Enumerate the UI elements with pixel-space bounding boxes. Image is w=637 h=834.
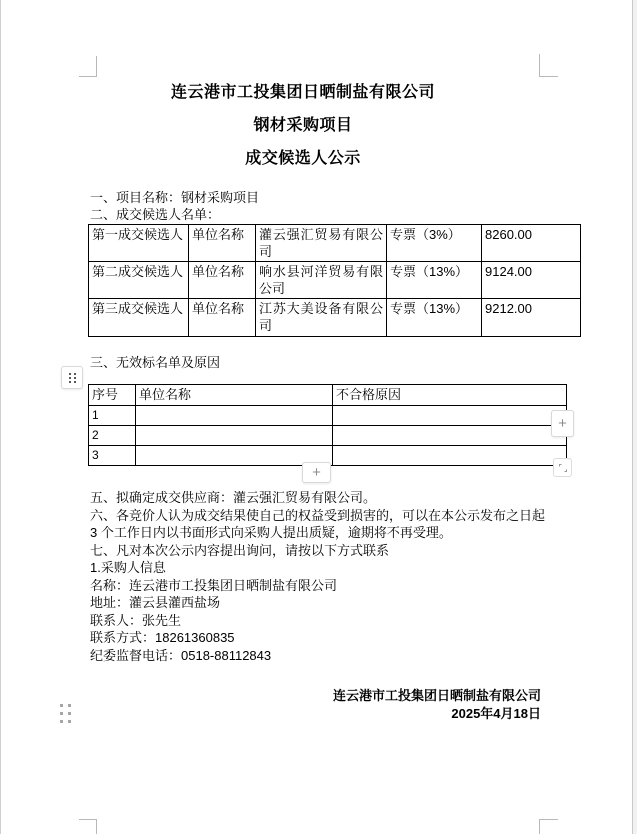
cell-reason[interactable] bbox=[333, 446, 567, 466]
grid-dots-icon bbox=[69, 373, 71, 375]
cell-company[interactable] bbox=[136, 406, 333, 426]
cell-reason[interactable] bbox=[333, 406, 567, 426]
candidates-row-1 bbox=[89, 225, 581, 262]
invalid-row-1 bbox=[89, 406, 567, 426]
margin-crop-mark-top-left-icon bbox=[79, 56, 97, 77]
section-inquiry: 七、凡对本次公示内容提出询问，请按以下方式联系 bbox=[90, 542, 390, 558]
cell-price[interactable]: 9212.00 bbox=[482, 299, 581, 337]
cell-rank[interactable]: 第二成交候选人 bbox=[89, 262, 189, 299]
cell-serial[interactable]: 3 bbox=[89, 446, 136, 466]
section-objection-line2: 3 个工作日内以书面形式向采购人提出质疑，逾期将不再受理。 bbox=[90, 525, 452, 540]
plus-icon: + bbox=[312, 464, 321, 481]
title-announcement: 成交候选人公示 bbox=[245, 150, 361, 167]
candidates-row-2 bbox=[89, 262, 581, 299]
cell-invoice[interactable]: 专票（3%） bbox=[387, 225, 482, 262]
cell-price[interactable]: 9124.00 bbox=[482, 262, 581, 299]
signature-date: 2025年4月18日 bbox=[451, 705, 541, 721]
cell-field-label[interactable]: 单位名称 bbox=[189, 299, 256, 337]
add-column-button[interactable] bbox=[551, 410, 574, 437]
cell-serial[interactable]: 2 bbox=[89, 426, 136, 446]
section-objection-line1: 六、各竞价人认为成交结果使自己的权益受到损害的，可以在本公示发布之日起 bbox=[90, 507, 546, 523]
plus-icon: + bbox=[558, 415, 567, 432]
candidates-row-3 bbox=[89, 299, 581, 337]
purchaser-name: 名称：连云港市工投集团日晒制盐有限公司 bbox=[90, 577, 338, 593]
signature-company: 连云港市工投集团日晒制盐有限公司 bbox=[332, 688, 541, 703]
title-company: 连云港市工投集团日晒制盐有限公司 bbox=[170, 84, 435, 101]
purchaser-heading: 1.采购人信息 bbox=[90, 560, 166, 575]
cell-reason[interactable] bbox=[333, 426, 567, 446]
cell-company[interactable]: 灌云强汇贸易有限公司 bbox=[256, 225, 387, 262]
signature-block bbox=[88, 687, 541, 722]
cell-company[interactable]: 江苏大美设备有限公司 bbox=[256, 299, 387, 337]
cell-company[interactable] bbox=[136, 426, 333, 446]
add-row-button[interactable] bbox=[302, 462, 331, 483]
purchaser-supervision-phone: 纪委监督电话：0518-88112843 bbox=[90, 647, 272, 663]
section-project-name: 一、项目名称：钢材采购项目 bbox=[90, 190, 260, 205]
table-resize-button[interactable] bbox=[553, 458, 572, 477]
cell-rank[interactable]: 第三成交候选人 bbox=[89, 299, 189, 337]
paragraph-drag-handle grip-dots-icon[interactable] bbox=[60, 704, 63, 707]
cell-serial[interactable]: 1 bbox=[89, 406, 136, 426]
page-left-edge bbox=[0, 0, 1, 834]
cell-rank[interactable]: 第一成交候选人 bbox=[89, 225, 189, 262]
section-invalid-bids-heading: 三、无效标名单及原因 bbox=[90, 355, 221, 370]
section-supplier: 五、拟确定成交供应商：灌云强汇贸易有限公司。 bbox=[90, 490, 377, 505]
document-title-block bbox=[88, 76, 518, 175]
header-reason[interactable]: 不合格原因 bbox=[333, 385, 567, 406]
table-drag-handle-button[interactable] bbox=[61, 366, 83, 389]
purchaser-contact: 联系人：张先生 bbox=[90, 612, 182, 628]
margin-crop-mark-top-right-icon bbox=[539, 54, 558, 77]
invalid-row-2 bbox=[89, 426, 567, 446]
cell-field-label[interactable]: 单位名称 bbox=[189, 262, 256, 299]
cell-price[interactable]: 8260.00 bbox=[482, 225, 581, 262]
purchaser-address: 地址：灌云县灌西盐场 bbox=[90, 595, 221, 610]
margin-crop-mark-bottom-right-icon bbox=[539, 819, 558, 834]
candidates-table bbox=[88, 224, 581, 337]
invalid-table-header-row bbox=[89, 385, 567, 406]
cell-invoice[interactable]: 专票（13%） bbox=[387, 262, 482, 299]
section-candidates-heading: 二、成交候选人名单： bbox=[90, 207, 221, 222]
cell-invoice[interactable]: 专票（13%） bbox=[387, 299, 482, 337]
invalid-bids-table bbox=[88, 384, 567, 466]
resize-corner-icon bbox=[557, 462, 569, 474]
cell-field-label[interactable]: 单位名称 bbox=[189, 225, 256, 262]
body-paragraphs bbox=[90, 489, 546, 664]
page-right-margin-strip bbox=[633, 0, 637, 834]
purchaser-phone: 联系方式：18261360835 bbox=[90, 630, 235, 645]
header-serial[interactable]: 序号 bbox=[89, 385, 136, 406]
header-company[interactable]: 单位名称 bbox=[136, 385, 333, 406]
title-project: 钢材采购项目 bbox=[253, 117, 353, 134]
cell-company[interactable]: 响水县河洋贸易有限公司 bbox=[256, 262, 387, 299]
margin-crop-mark-bottom-left-icon bbox=[79, 819, 97, 834]
